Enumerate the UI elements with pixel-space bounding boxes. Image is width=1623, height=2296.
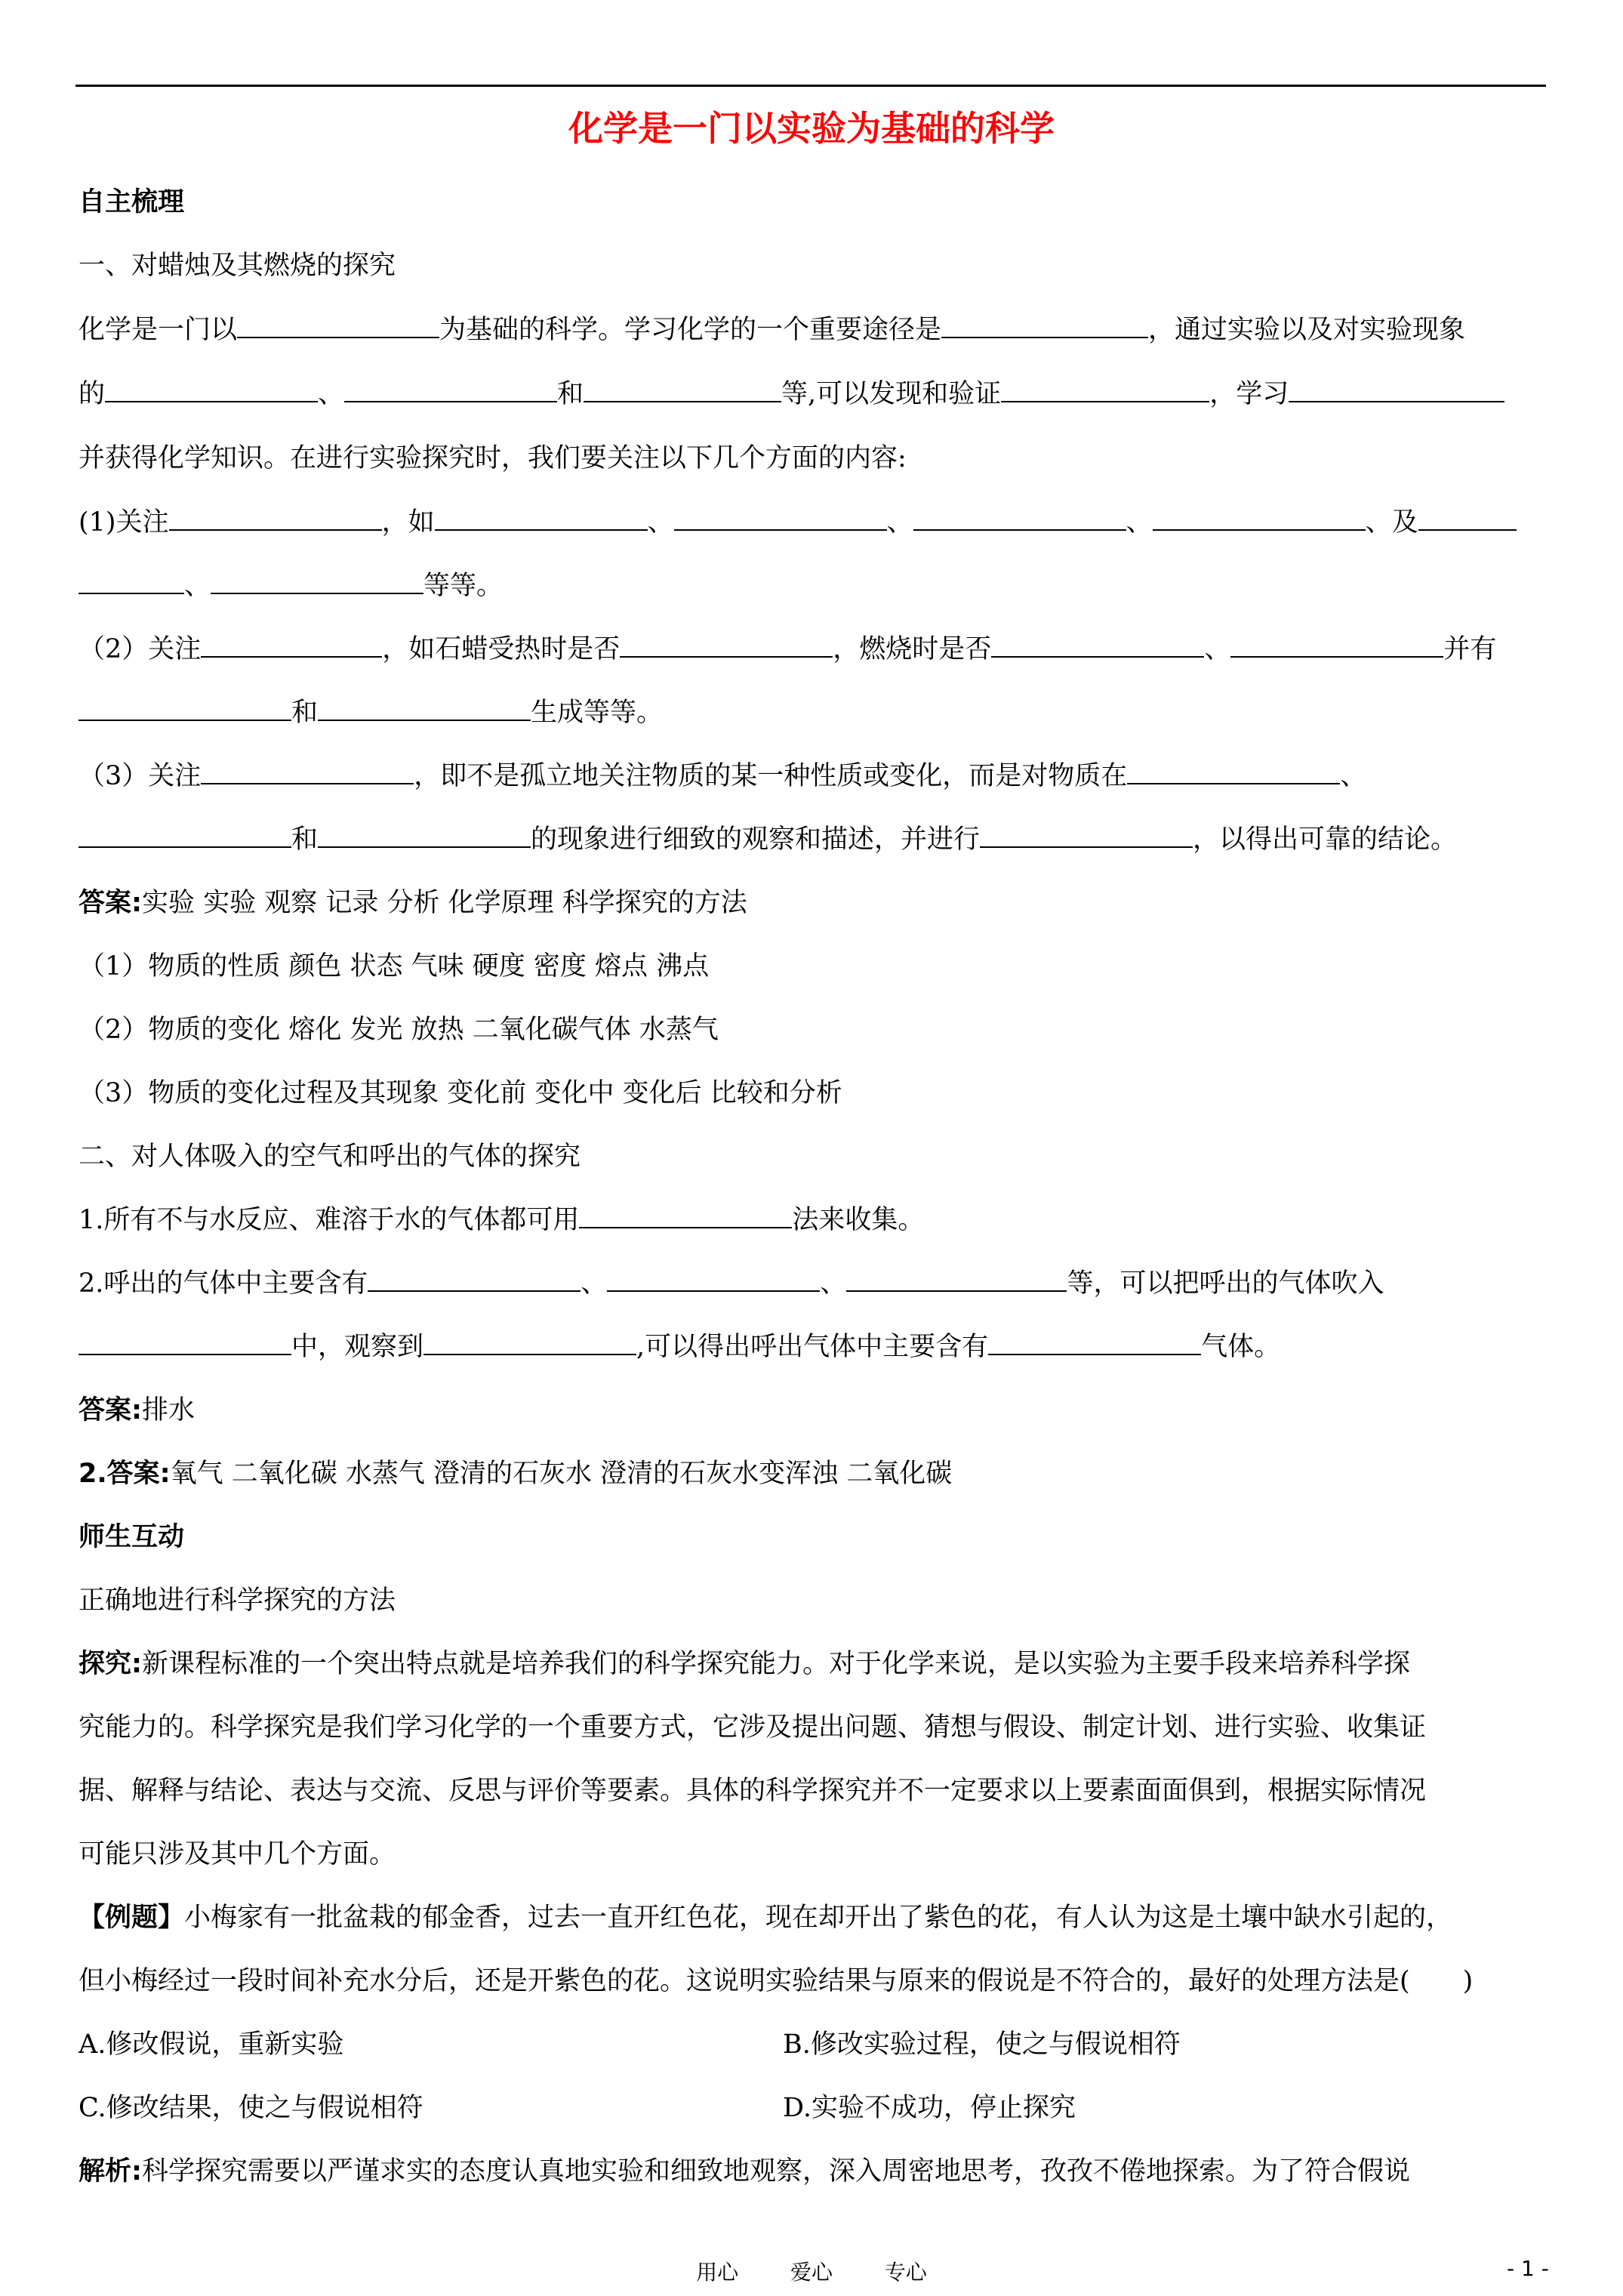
example-line-1: 【例题】小梅家有一批盆栽的郁金香，过去一直开红色花，现在却开出了紫色的花，有人认为这是土壤中缺水引起的， <box>79 1903 1453 1933</box>
section-interaction: 师生互动 <box>79 1522 185 1552</box>
option-c: C.修改结果，使之与假说相符 <box>79 2093 423 2123</box>
s1-paragraph-line-2: 的 、 和 等,可以发现和验证 ，学习 <box>79 376 1546 412</box>
explore-line-1: 探究:新课程标准的一个突出特点就是培养我们的科学探究能力。对于化学来说，是以实验为主要手段来培养科学探 <box>79 1649 1411 1679</box>
answer-1-1: （1）物质的性质 颜色 状态 气味 硬度 密度 熔点 沸点 <box>79 951 710 982</box>
question-2-line-1: （2）关注 ，如石蜡受热时是否 ，燃烧时是否 、 并有 <box>79 634 1497 664</box>
options-row-2 <box>79 2090 1546 2126</box>
method-heading: 正确地进行科学探究的方法 <box>79 1586 396 1616</box>
s2-answer-1: 答案:排水 <box>79 1395 196 1425</box>
question-3-line-1: （3）关注 ，即不是孤立地关注物质的某一种性质或变化，而是对物质在 、 <box>79 761 1367 791</box>
footer-item: 用心 <box>696 2260 739 2285</box>
s2-question-2-line-2: 中，观察到 ,可以得出呼出气体中主要含有 气体。 <box>79 1329 1546 1365</box>
question-1-line-1: (1)关注 ，如 、 、 、 、及 <box>79 504 1546 541</box>
s1-paragraph-line-1: 化学是一门以 为基础的科学。学习化学的一个重要途径是 ，通过实验以及对实验现象 <box>79 315 1466 345</box>
options-row-1 <box>79 2026 1546 2063</box>
page-title: 化学是一门以实验为基础的科学 <box>568 108 1055 149</box>
section-self-study: 自主梳理 <box>79 187 185 217</box>
question-1-line-2: 、 等等。 <box>79 568 1546 604</box>
page-number: - 1 - <box>1507 2256 1549 2281</box>
explore-line-4: 可能只涉及其中几个方面。 <box>79 1839 396 1869</box>
s1-paragraph-line-3: 并获得化学知识。在进行实验探究时，我们要关注以下几个方面的内容: <box>79 443 907 473</box>
footer-item: 专心 <box>884 2260 927 2285</box>
s2-question-1: 1.所有不与水反应、难溶于水的气体都可用 法来收集。 <box>79 1205 925 1235</box>
option-b: B.修改实验过程，使之与假说相符 <box>783 2029 1181 2060</box>
footer-item: 爱心 <box>790 2260 833 2285</box>
question-3-line-2: 和 的现象进行细致的观察和描述，并进行 ，以得出可靠的结论。 <box>79 821 1546 858</box>
option-d: D.实验不成功，停止探究 <box>783 2093 1076 2123</box>
section-1-heading: 一、对蜡烛及其燃烧的探究 <box>79 251 396 281</box>
answer-1-2: （2）物质的变化 熔化 发光 放热 二氧化碳气体 水蒸气 <box>79 1015 719 1045</box>
explore-line-2: 究能力的。科学探究是我们学习化学的一个重要方式，它涉及提出问题、猜想与假设、制定计划、进行实验、收集证 <box>79 1712 1427 1743</box>
option-a: A.修改假说，重新实验 <box>79 2029 344 2060</box>
example-line-2: 但小梅经过一段时间补充水分后，还是开紫色的花。这说明实验结果与原来的假说是不符合的，最好的处理方法是( ) <box>79 1966 1474 1996</box>
answer-1: 答案:实验 实验 观察 记录 分析 化学原理 科学探究的方法 <box>79 888 747 918</box>
header-rule <box>75 85 1546 87</box>
footer <box>0 2256 1623 2286</box>
answer-1-3: （3）物质的变化过程及其现象 变化前 变化中 变化后 比较和分析 <box>79 1078 842 1108</box>
explore-line-3: 据、解释与结论、表达与交流、反思与评价等要素。具体的科学探究并不一定要求以上要素面面俱到，根据实际情况 <box>79 1776 1427 1806</box>
s2-answer-2: 2.答案:氧气 二氧化碳 水蒸气 澄清的石灰水 澄清的石灰水变浑浊 二氧化碳 <box>79 1459 953 1489</box>
question-2-line-2: 和 生成等等。 <box>79 695 1546 731</box>
analysis-line-1: 解析:科学探究需要以严谨求实的态度认真地实验和细致地观察，深入周密地思考，孜孜不倦地探索。为了符合假说 <box>79 2156 1411 2187</box>
section-2-heading: 二、对人体吸入的空气和呼出的气体的探究 <box>79 1142 581 1172</box>
s2-question-2-line-1: 2.呼出的气体中主要含有 、 、 等，可以把呼出的气体吹入 <box>79 1268 1384 1299</box>
